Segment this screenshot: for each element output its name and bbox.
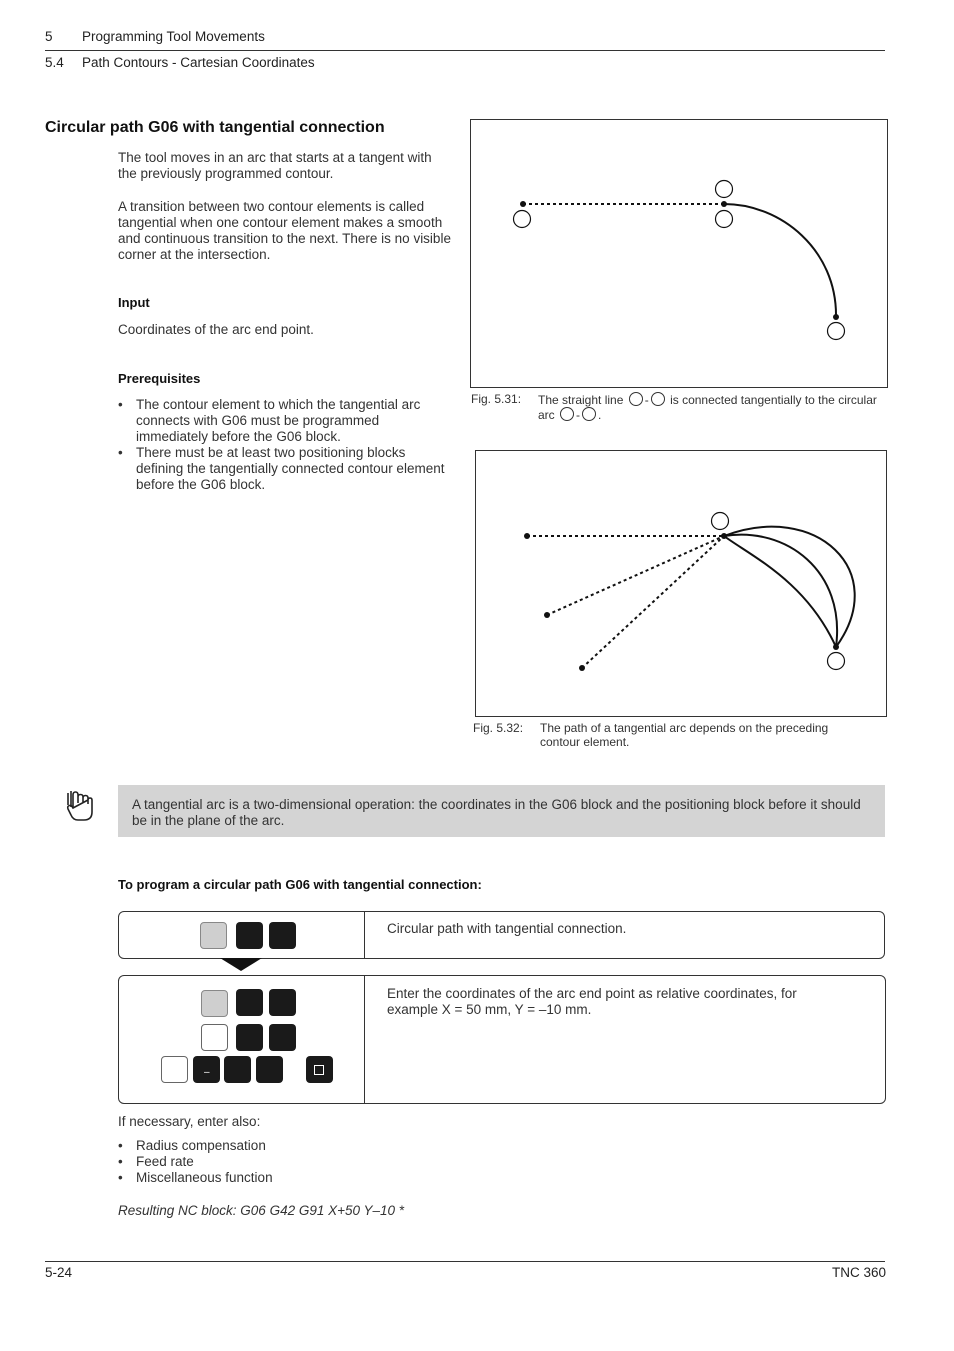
incremental-key[interactable] [201, 1024, 228, 1051]
figure-5-31-caption [471, 392, 891, 424]
intro-paragraph: The tool moves in an arc that starts at a tangent with the previously programmed contour. [118, 150, 432, 181]
point-marker-end [828, 653, 845, 670]
caption-separator: - [576, 408, 581, 422]
figure-5-31 [470, 119, 888, 388]
figure-5-32 [475, 450, 887, 717]
tangent-dot [721, 533, 727, 539]
tangential-arc-3 [724, 536, 836, 647]
also-item-1: • Radius compensation [118, 1138, 418, 1154]
point-dot-end [833, 314, 839, 320]
point-marker-tangent [712, 513, 729, 530]
step-1-text: Circular path with tangential connection. [387, 921, 627, 936]
numeric-key[interactable] [236, 1024, 263, 1051]
prereq-item-1: • The contour element to which the tangential arc connects with G06 must be programmed immediately before the G06 block. [118, 397, 453, 445]
preceding-line-3 [582, 536, 724, 668]
prereq-heading: Prerequisites [118, 371, 201, 386]
end-block-key[interactable] [306, 1056, 333, 1083]
procedure-heading: To program a circular path G06 with tangential connection: [118, 877, 482, 892]
minus-key[interactable]: – [193, 1056, 220, 1083]
section-title: Path Contours - Cartesian Coordinates [82, 55, 315, 70]
square-icon [314, 1065, 324, 1075]
definition-paragraph: A transition between two contour elements is called tangential when one contour element makes a smooth and continuous transition to the next. There is no visible corner at the intersection. [118, 199, 451, 262]
numeric-key[interactable] [236, 922, 263, 949]
tangential-arc-2 [724, 535, 837, 647]
preceding-line-2 [547, 536, 724, 615]
caption-text-a: The straight line [538, 393, 624, 407]
point-symbol-icon [560, 407, 574, 421]
also-item-3: • Miscellaneous function [118, 1170, 418, 1186]
figure-5-32-diagram [476, 451, 886, 716]
caption-end: . [598, 408, 602, 422]
page-title: Circular path G06 with tangential connection [45, 119, 385, 136]
product-name: TNC 360 [831, 1265, 886, 1280]
chapter-title: Programming Tool Movements [82, 29, 265, 44]
figure-5-31-number: Fig. 5.31: [471, 392, 522, 406]
arrow-down-icon [220, 958, 262, 971]
start-dot-3 [579, 665, 585, 671]
figure-5-32-text: The path of a tangential arc depends on the preceding contour element. [540, 721, 829, 749]
result-nc-block: Resulting NC block: G06 G42 G91 X+50 Y–10 * [118, 1203, 405, 1218]
point-dot-tangent [721, 201, 727, 207]
step-1 [118, 911, 885, 959]
prereq-list [118, 397, 453, 493]
prereq-item-2: • There must be at least two positioning blocks defining the tangentially connected contour element before the G06 block. [118, 445, 453, 493]
point-symbol-icon [629, 392, 643, 406]
pointing-hand-icon [63, 785, 97, 830]
figure-5-31-diagram [471, 120, 887, 387]
page-number: 5-24 [45, 1265, 73, 1280]
numeric-key[interactable] [269, 922, 296, 949]
start-dot-1 [524, 533, 530, 539]
axis-key[interactable] [201, 990, 228, 1017]
input-heading: Input [118, 295, 150, 310]
point-marker-3 [716, 211, 733, 228]
tangential-arc-path [724, 204, 836, 317]
start-dot-2 [544, 612, 550, 618]
function-key[interactable] [200, 922, 227, 949]
point-symbol-icon [651, 392, 665, 406]
numeric-key[interactable] [256, 1056, 283, 1083]
figure-5-32-caption [473, 721, 893, 753]
input-text: Coordinates of the arc end point. [118, 322, 314, 337]
caption-text-b: is connected tangentially to the [670, 393, 835, 407]
footer-rule [45, 1261, 885, 1262]
step-2-text: Enter the coordinates of the arc end point as relative coordinates, for example X = 50 mm, Y = –10 mm. [387, 986, 797, 1017]
numeric-key[interactable] [236, 989, 263, 1016]
point-dot-start [520, 201, 526, 207]
chapter-number: 5 [45, 29, 53, 44]
caption-separator: - [644, 393, 649, 407]
header-rule [45, 50, 885, 51]
also-label: If necessary, enter also: [118, 1114, 261, 1129]
also-item-2: • Feed rate [118, 1154, 418, 1170]
point-marker-1 [514, 211, 531, 228]
point-marker-4 [828, 323, 845, 340]
note-text: A tangential arc is a two-dimensional operation: the coordinates in the G06 block and the positioning block before it should be in the plane of the arc. [132, 797, 861, 828]
tangential-arc-1 [724, 527, 855, 647]
section-number: 5.4 [45, 55, 64, 70]
figure-5-32-number: Fig. 5.32: [473, 721, 524, 735]
point-marker-2 [716, 181, 733, 198]
also-list [118, 1138, 418, 1186]
numeric-key[interactable] [269, 989, 296, 1016]
point-symbol-icon [582, 407, 596, 421]
step-2 [118, 975, 886, 1104]
caption-text-c: circular arc [538, 393, 877, 422]
end-dot [833, 644, 839, 650]
axis-key[interactable] [161, 1056, 188, 1083]
numeric-key[interactable] [269, 1024, 296, 1051]
numeric-key[interactable] [224, 1056, 251, 1083]
note-box [118, 785, 885, 837]
